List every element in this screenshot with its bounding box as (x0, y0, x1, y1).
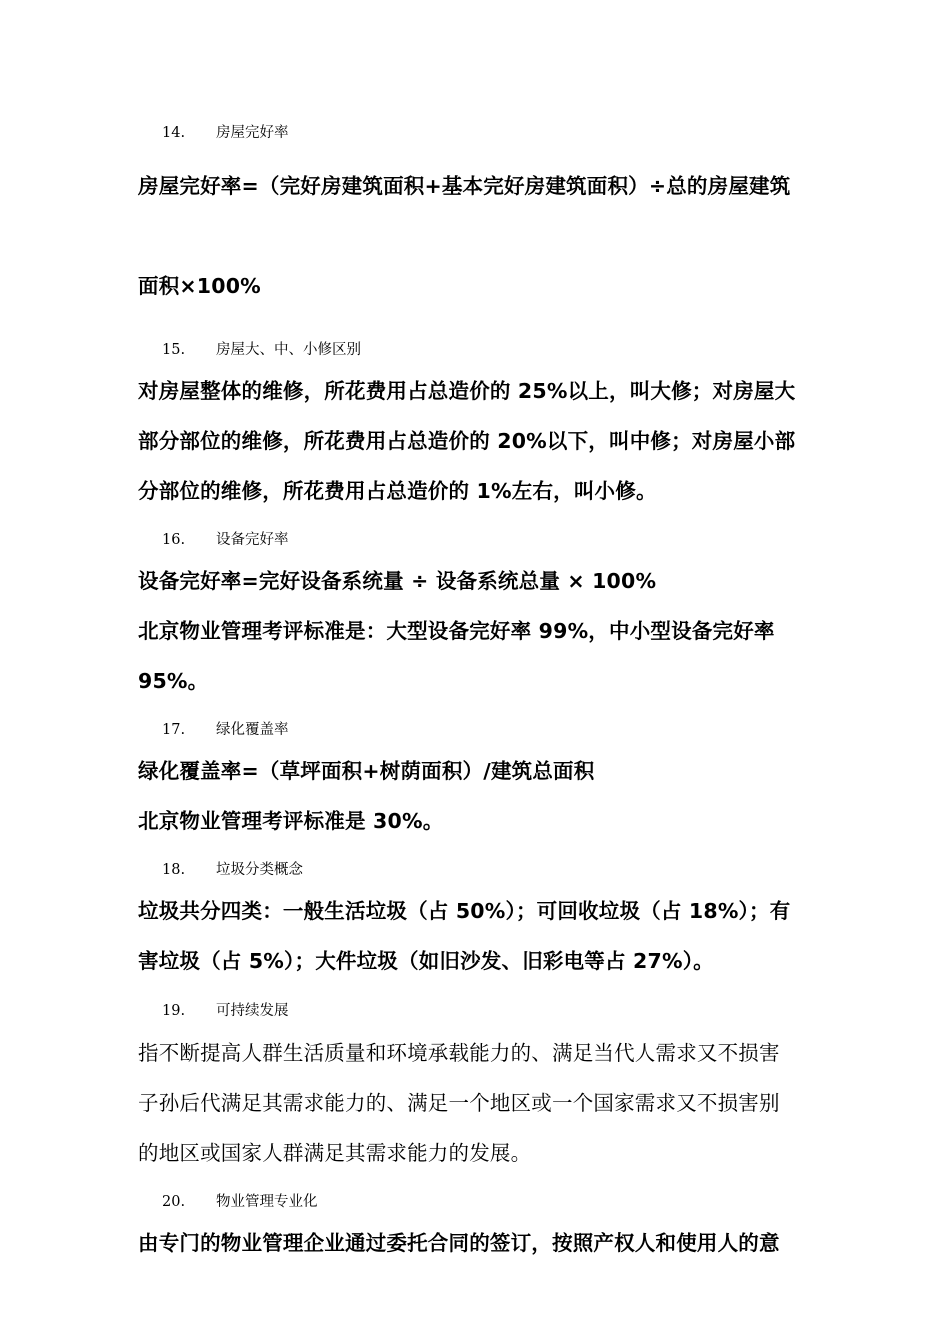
section-heading (162, 720, 289, 740)
section-number: 14. (162, 125, 186, 141)
section-number: 15. (162, 342, 186, 358)
paragraph-line: 95%。 (138, 669, 209, 693)
paragraph-line: 设备完好率=完好设备系统量 ÷ 设备系统总量 × 100% (138, 569, 657, 593)
section-heading (162, 860, 303, 880)
paragraph-line: 对房屋整体的维修，所花费用占总造价的 25%以上，叫大修；对房屋大 (138, 379, 796, 403)
paragraph-line: 指不断提高人群生活质量和环境承载能力的、满足当代人需求又不损害 (138, 1041, 780, 1065)
paragraph (138, 886, 838, 986)
paragraph-line: 垃圾共分四类：一般生活垃圾（占 50%）；可回收垃圾（占 18%）；有 (138, 899, 791, 923)
paragraph (138, 1028, 838, 1178)
paragraph-line: 由专门的物业管理企业通过委托合同的签订，按照产权人和使用人的意 (138, 1231, 780, 1255)
paragraph (138, 261, 838, 311)
section-title: 物业管理专业化 (216, 1194, 318, 1210)
section-title: 绿化覆盖率 (216, 722, 289, 738)
section-number: 20. (162, 1194, 186, 1210)
paragraph-line: 绿化覆盖率=（草坪面积+树荫面积）/建筑总面积 (138, 759, 595, 783)
paragraph-line: 北京物业管理考评标准是 30%。 (138, 809, 444, 833)
section-title: 垃圾分类概念 (216, 862, 303, 878)
paragraph-line: 害垃圾（占 5%）；大件垃圾（如旧沙发、旧彩电等占 27%）。 (138, 949, 714, 973)
section-title: 房屋完好率 (216, 125, 289, 141)
section-number: 16. (162, 532, 186, 548)
paragraph-line: 北京物业管理考评标准是：大型设备完好率 99%，中小型设备完好率 (138, 619, 775, 643)
paragraph-line: 面积×100% (138, 274, 261, 298)
section-number: 19. (162, 1003, 186, 1019)
section-number: 17. (162, 722, 186, 738)
section-title: 可持续发展 (216, 1003, 289, 1019)
section-title: 房屋大、中、小修区别 (216, 342, 361, 358)
section-heading (162, 1001, 289, 1021)
paragraph (138, 161, 838, 211)
paragraph-line: 房屋完好率=（完好房建筑面积+基本完好房建筑面积）÷总的房屋建筑 (138, 174, 791, 198)
section-heading (162, 530, 289, 550)
paragraph (138, 556, 838, 706)
section-heading (162, 340, 361, 360)
paragraph (138, 1218, 838, 1268)
section-heading (162, 123, 289, 143)
paragraph-line: 的地区或国家人群满足其需求能力的发展。 (138, 1141, 532, 1165)
paragraph (138, 366, 838, 516)
section-heading (162, 1192, 318, 1212)
paragraph (138, 746, 838, 846)
paragraph-line: 分部位的维修，所花费用占总造价的 1%左右，叫小修。 (138, 479, 657, 503)
paragraph-line: 子孙后代满足其需求能力的、满足一个地区或一个国家需求又不损害别 (138, 1091, 780, 1115)
section-title: 设备完好率 (216, 532, 289, 548)
paragraph-line: 部分部位的维修，所花费用占总造价的 20%以下，叫中修；对房屋小部 (138, 429, 796, 453)
section-number: 18. (162, 862, 186, 878)
